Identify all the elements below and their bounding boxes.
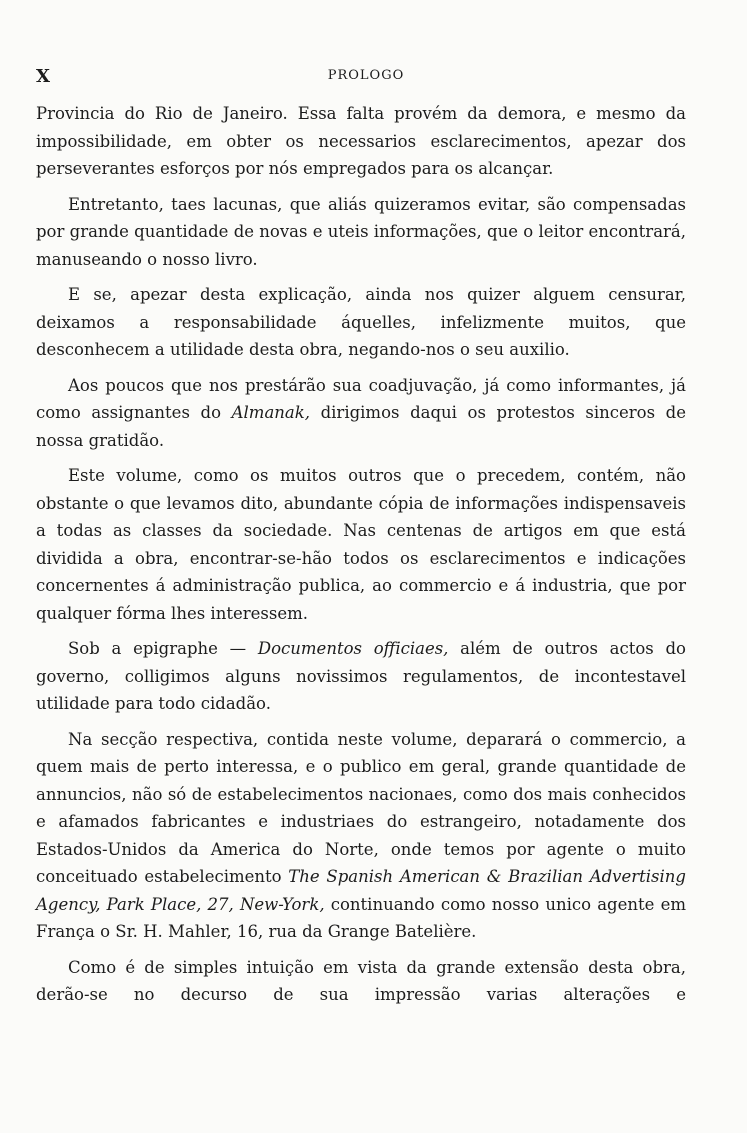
text-run: Na secção respectiva, contida neste volume, deparará o commercio, a quem mais de perto interessa, e o publico em geral, grande quantidade de annuncios, não só de estabelecimentos nacionaes, como dos mais conhecidos e afamados fabricantes e industriaes do estrangeiro, notadamente dos Estados-Unidos da America do Norte, onde temos por agente o muito conceituado estabelecimento: [36, 729, 686, 886]
italic-text: Almanak,: [231, 403, 310, 422]
paragraph: [36, 954, 686, 1009]
text-run: Este volume, como os muitos outros que o precedem, contém, não obstante o que levamos dito, abundante cópia de informações indispensaveis a todas as classes da sociedade. Nas centenas de artigos em que está dividida a obra, encontrar-se-hão todos os esclarecimentos e indicações concernentes á administração publica, ao commercio e á industria, que por qualquer fórma lhes interessem.: [36, 466, 686, 623]
paragraph: [36, 100, 686, 183]
paragraph: [36, 635, 686, 718]
text-run: Provincia do Rio de Janeiro. Essa falta provém da demora, e mesmo da impossibilidade, em obter os necessarios esclarecimentos, apezar dos perseverantes esforços por nós empregados para os alcançar.: [36, 104, 686, 178]
text-run: dirigimos daqui os protestos sinceros de nossa gratidão.: [36, 403, 686, 450]
running-title: PROLOGO: [327, 68, 405, 83]
text-run: Entretanto, taes lacunas, que aliás quizeramos evitar, são compensadas por grande quantidade de novas e uteis informações, que o leitor encontrará, manuseando o nosso livro.: [36, 194, 686, 269]
text-run: Aos poucos que nos prestárão sua coadjuvação, já como informantes, já como assignantes do: [36, 375, 686, 422]
paragraph: [36, 191, 686, 274]
text-run: continuando como nosso unico agente em França o Sr. H. Mahler, 16, rua da Grange Batelière.: [36, 894, 686, 941]
italic-text: The Spanish American & Brazilian Advertising Agency, Park Place, 27, New-York,: [36, 867, 686, 914]
text-run: E se, apezar desta explicação, ainda nos quizer alguem censurar, deixamos a responsabilidade áquelles, infelizmente muitos, que desconhecem a utilidade desta obra, negando-nos o seu auxilio.: [36, 285, 686, 359]
paragraph: [36, 462, 686, 627]
paragraph: [36, 281, 686, 364]
text-run: além de outros actos do governo, colligimos alguns novissimos regulamentos, de incontestavel utilidade para todo cidadão.: [36, 639, 686, 713]
italic-text: Documentos officiaes,: [257, 639, 449, 658]
text-run: Como é de simples intuição em vista da grande extensão desta obra, derão-se no decurso de sua impressão varias alterações e: [36, 957, 686, 1004]
text-run: Sob a epigraphe —: [68, 639, 258, 658]
page-number: X: [36, 66, 50, 87]
prologue-text: [36, 100, 686, 1017]
paragraph: [36, 372, 686, 455]
page-header: [36, 66, 696, 88]
paragraph: [36, 726, 686, 946]
